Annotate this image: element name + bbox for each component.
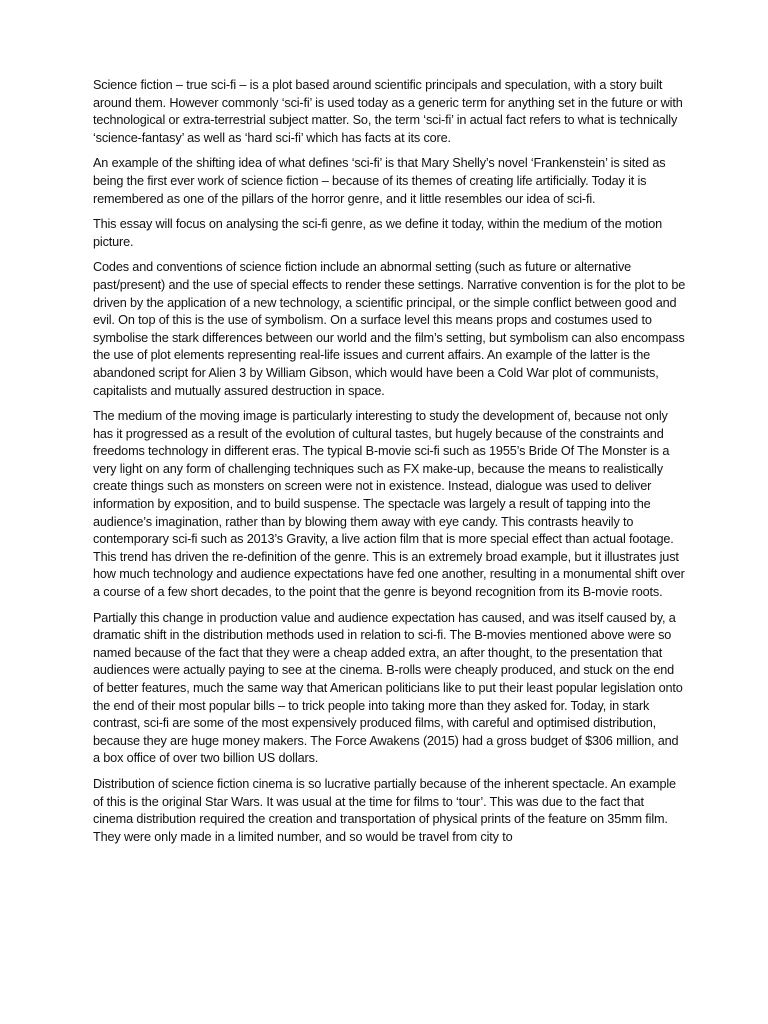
essay-body bbox=[93, 77, 687, 854]
paragraph-frankenstein: An example of the shifting idea of what defines ‘sci-fi’ is that Mary Shelly’s novel ‘Frankenstein’ is sited as being the first ever work of science fiction – because of its themes of creating life artificially. Today it is remembered as one of the pillars of the horror genre, and it little resembles our idea of sci-fi. bbox=[93, 156, 666, 206]
paragraph-essay-focus: This essay will focus on analysing the sci-fi genre, as we define it today, within the medium of the motion picture. bbox=[93, 217, 663, 249]
paragraph-codes-conventions: Codes and conventions of science fiction include an abnormal setting (such as future or alternative past/present) and the use of special effects to render these settings. Narrative convention is for the plot to be driven by the application of a new technology, a scientific principal, or the simple conflict between good and evil. On top of this is the use of symbolism. On a surface level this means props and costumes used to symbolise the stark differences between our world and the film’s setting, but symbolism can also encompass the use of plot elements representing real-life issues and current affairs. An example of the latter is the abandoned script for Alien 3 by William Gibson, which would have been a Cold War plot of communists, capitalists and mutually assured destruction in space. bbox=[93, 260, 686, 398]
paragraph-moving-image: The medium of the moving image is particularly interesting to study the development of, because not only has it progressed as a result of the evolution of cultural tastes, but hugely because of the constraints and freedoms technology in different eras. The typical B-movie sci-fi such as 1955’s Bride Of The Monster is a very light on any form of challenging techniques such as FX make-up, because the means to realistically create things such as monsters on screen were not in existence. Instead, dialogue was used to deliver information by exposition, and to build suspense. The spectacle was largely a result of tapping into the audience’s imagination, rather than by blowing them away with eye candy. This contrasts heavily to contemporary sci-fi such as 2013’s Gravity, a live action film that is more special effect than actual footage. This trend has driven the re-definition of the genre. This is an extremely broad example, but it illustrates just how much technology and audience expectations have fed one another, resulting in a monumental shift over a course of a few short decades, to the point that the genre is beyond recognition from its B-movie roots. bbox=[93, 409, 685, 600]
paragraph-production-value: Partially this change in production value and audience expectation has caused, and was itself caused by, a dramatic shift in the distribution methods used in relation to sci-fi. The B-movies mentioned above were so named because of the fact that they were a cheap added extra, an after thought, to the presentation that audiences were actually paying to see at the cinema. B-rolls were cheaply produced, and stuck on the end of better features, much the same way that American politicians like to put their least popular legislation onto the end of their most popular bills – to trick people into taking more than they asked for. Today, in stark contrast, sci-fi are some of the most expensively produced films, with careful and optimised distribution, because they are huge money makers. The Force Awakens (2015) had a gross budget of $306 million, and a box office of over two billion US dollars. bbox=[93, 610, 683, 766]
paragraph-sci-fi-definition: Science fiction – true sci-fi – is a plot based around scientific principals and speculation, with a story built around them. However commonly ‘sci-fi’ is used today as a generic term for anything set in the future or with technological or extra-terrestrial subject matter. So, the term ‘sci-fi’ in actual fact refers to what is technically ‘science-fantasy’ as well as ‘hard sci-fi’ which has facts at its core. bbox=[93, 78, 683, 145]
paragraph-distribution: Distribution of science fiction cinema is so lucrative partially because of the inherent spectacle. An example of this is the original Star Wars. It was usual at the time for films to ‘tour’. This was due to the fact that cinema distribution required the creation and transportation of physical prints of the feature on 35mm film. They were only made in a limited number, and so would be travel from city to bbox=[93, 776, 676, 844]
